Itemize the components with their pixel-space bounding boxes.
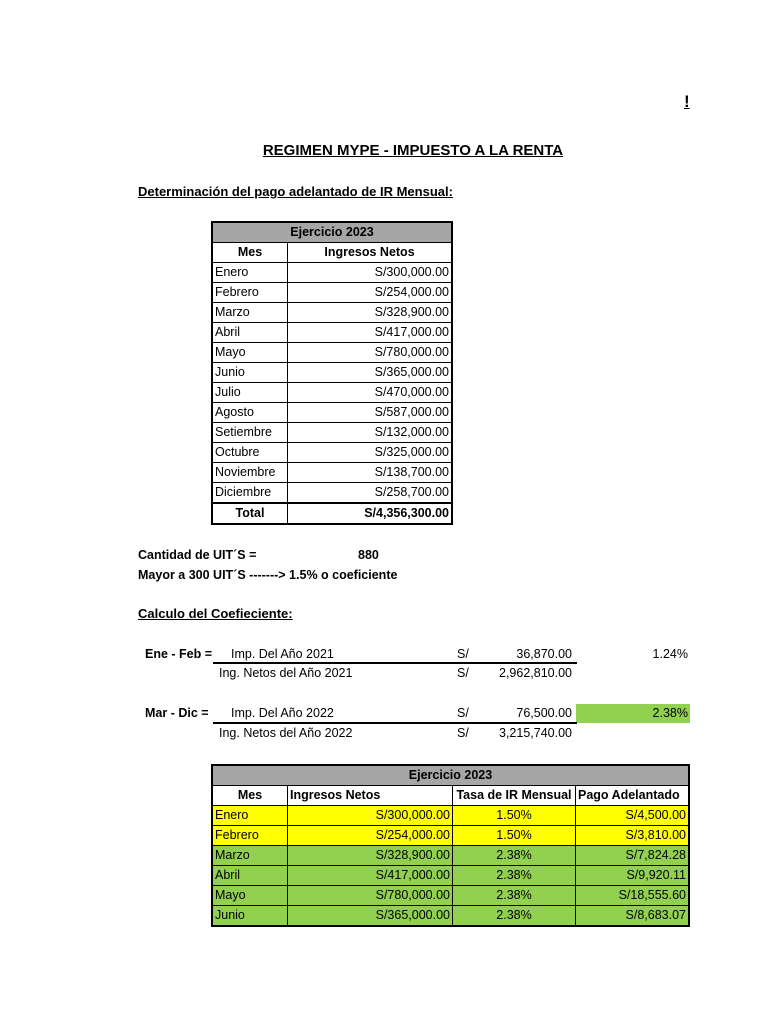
- table-row: [212, 443, 452, 463]
- uit-note: Mayor a 300 UIT´S -------> 1.5% o coeficiente: [138, 568, 398, 582]
- advance-payment-table: [211, 764, 690, 927]
- income-cell: S/470,000.00: [288, 383, 453, 403]
- table-row: [212, 483, 452, 504]
- month-cell: Abril: [212, 323, 288, 343]
- rate-cell: 1.50%: [453, 826, 576, 846]
- table-row: [212, 806, 689, 826]
- page-title: REGIMEN MYPE - IMPUESTO A LA RENTA: [262, 142, 564, 159]
- coef2-den-label: Ing. Netos del Año 2022: [219, 726, 353, 740]
- month-cell: Julio: [212, 383, 288, 403]
- income-table-header: Ejercicio 2023: [212, 222, 452, 243]
- section-subtitle: Determinación del pago adelantado de IR Mensual:: [138, 184, 453, 199]
- table-row: [212, 323, 452, 343]
- corner-mark: !: [684, 92, 690, 111]
- income-cell: S/365,000.00: [288, 363, 453, 383]
- month-cell: Octubre: [212, 443, 288, 463]
- rate-cell: 2.38%: [453, 886, 576, 906]
- month-cell: Agosto: [212, 403, 288, 423]
- payment-cell: S/7,824.28: [576, 846, 690, 866]
- col-header-ingresos: Ingresos Netos: [288, 243, 453, 263]
- rate-cell: 2.38%: [453, 906, 576, 927]
- total-label: Total: [212, 503, 288, 524]
- coef1-num-label: Imp. Del Año 2021: [231, 647, 334, 661]
- table-row: [212, 363, 452, 383]
- table-row: [212, 263, 452, 283]
- income-cell: S/365,000.00: [288, 906, 453, 927]
- month-cell: Febrero: [212, 283, 288, 303]
- coef2-num-currency: S/: [457, 706, 469, 720]
- coef2-den-value: 3,215,740.00: [499, 726, 572, 740]
- rate-cell: 2.38%: [453, 846, 576, 866]
- uit-label: Cantidad de UIT´S =: [138, 548, 257, 562]
- total-value: S/4,356,300.00: [288, 503, 453, 524]
- table-row: [212, 303, 452, 323]
- uit-value: 880: [358, 548, 379, 562]
- rate-cell: 1.50%: [453, 806, 576, 826]
- coef1-divider: [213, 662, 577, 664]
- payment-cell: S/4,500.00: [576, 806, 690, 826]
- month-cell: Setiembre: [212, 423, 288, 443]
- coef2-period: Mar - Dic =: [145, 706, 209, 720]
- income-cell: S/587,000.00: [288, 403, 453, 423]
- income-cell: S/254,000.00: [288, 826, 453, 846]
- coef-heading: Calculo del Coefieciente:: [138, 606, 293, 621]
- income-cell: S/780,000.00: [288, 343, 453, 363]
- month-cell: Mayo: [212, 886, 288, 906]
- month-cell: Noviembre: [212, 463, 288, 483]
- payment-cell: S/8,683.07: [576, 906, 690, 927]
- col-header-ingresos: Ingresos Netos: [288, 786, 453, 806]
- table-row: [212, 866, 689, 886]
- income-cell: S/417,000.00: [288, 866, 453, 886]
- coef2-num-label: Imp. Del Año 2022: [231, 706, 334, 720]
- income-cell: S/780,000.00: [288, 886, 453, 906]
- income-cell: S/254,000.00: [288, 283, 453, 303]
- month-cell: Marzo: [212, 846, 288, 866]
- table-row: [212, 826, 689, 846]
- col-header-pago: Pago Adelantado: [576, 786, 690, 806]
- col-header-tasa: Tasa de IR Mensual: [453, 786, 576, 806]
- coef1-den-value: 2,962,810.00: [499, 666, 572, 680]
- payment-cell: S/3,810.00: [576, 826, 690, 846]
- coef2-divider: [213, 722, 577, 724]
- coef2-result: 2.38%: [576, 704, 690, 723]
- month-cell: Enero: [212, 806, 288, 826]
- coef1-den-currency: S/: [457, 666, 469, 680]
- payment-cell: S/9,920.11: [576, 866, 690, 886]
- income-cell: S/300,000.00: [288, 263, 453, 283]
- payment-cell: S/18,555.60: [576, 886, 690, 906]
- month-cell: Enero: [212, 263, 288, 283]
- rate-cell: 2.38%: [453, 866, 576, 886]
- income-cell: S/138,700.00: [288, 463, 453, 483]
- income-cell: S/258,700.00: [288, 483, 453, 504]
- income-cell: S/417,000.00: [288, 323, 453, 343]
- table-row: [212, 886, 689, 906]
- month-cell: Abril: [212, 866, 288, 886]
- income-cell: S/328,900.00: [288, 846, 453, 866]
- col-header-mes: Mes: [212, 243, 288, 263]
- month-cell: Mayo: [212, 343, 288, 363]
- coef1-num-currency: S/: [457, 647, 469, 661]
- table-row: [212, 463, 452, 483]
- coef1-num-value: 36,870.00: [516, 647, 572, 661]
- advance-table-header: Ejercicio 2023: [212, 765, 689, 786]
- total-row: [212, 503, 452, 524]
- month-cell: Diciembre: [212, 483, 288, 504]
- coef1-den-label: Ing. Netos del Año 2021: [219, 666, 353, 680]
- table-row: [212, 383, 452, 403]
- table-row: [212, 283, 452, 303]
- table-row: [212, 343, 452, 363]
- table-row: [212, 423, 452, 443]
- table-row: [212, 846, 689, 866]
- coef2-den-currency: S/: [457, 726, 469, 740]
- month-cell: Junio: [212, 906, 288, 927]
- month-cell: Marzo: [212, 303, 288, 323]
- income-cell: S/328,900.00: [288, 303, 453, 323]
- table-row: [212, 906, 689, 927]
- table-row: [212, 403, 452, 423]
- month-cell: Junio: [212, 363, 288, 383]
- coef1-result: 1.24%: [652, 647, 688, 661]
- income-cell: S/325,000.00: [288, 443, 453, 463]
- coef1-period: Ene - Feb =: [145, 647, 213, 661]
- col-header-mes: Mes: [212, 786, 288, 806]
- income-cell: S/132,000.00: [288, 423, 453, 443]
- coef2-num-value: 76,500.00: [516, 706, 572, 720]
- income-table: [211, 221, 453, 525]
- month-cell: Febrero: [212, 826, 288, 846]
- income-cell: S/300,000.00: [288, 806, 453, 826]
